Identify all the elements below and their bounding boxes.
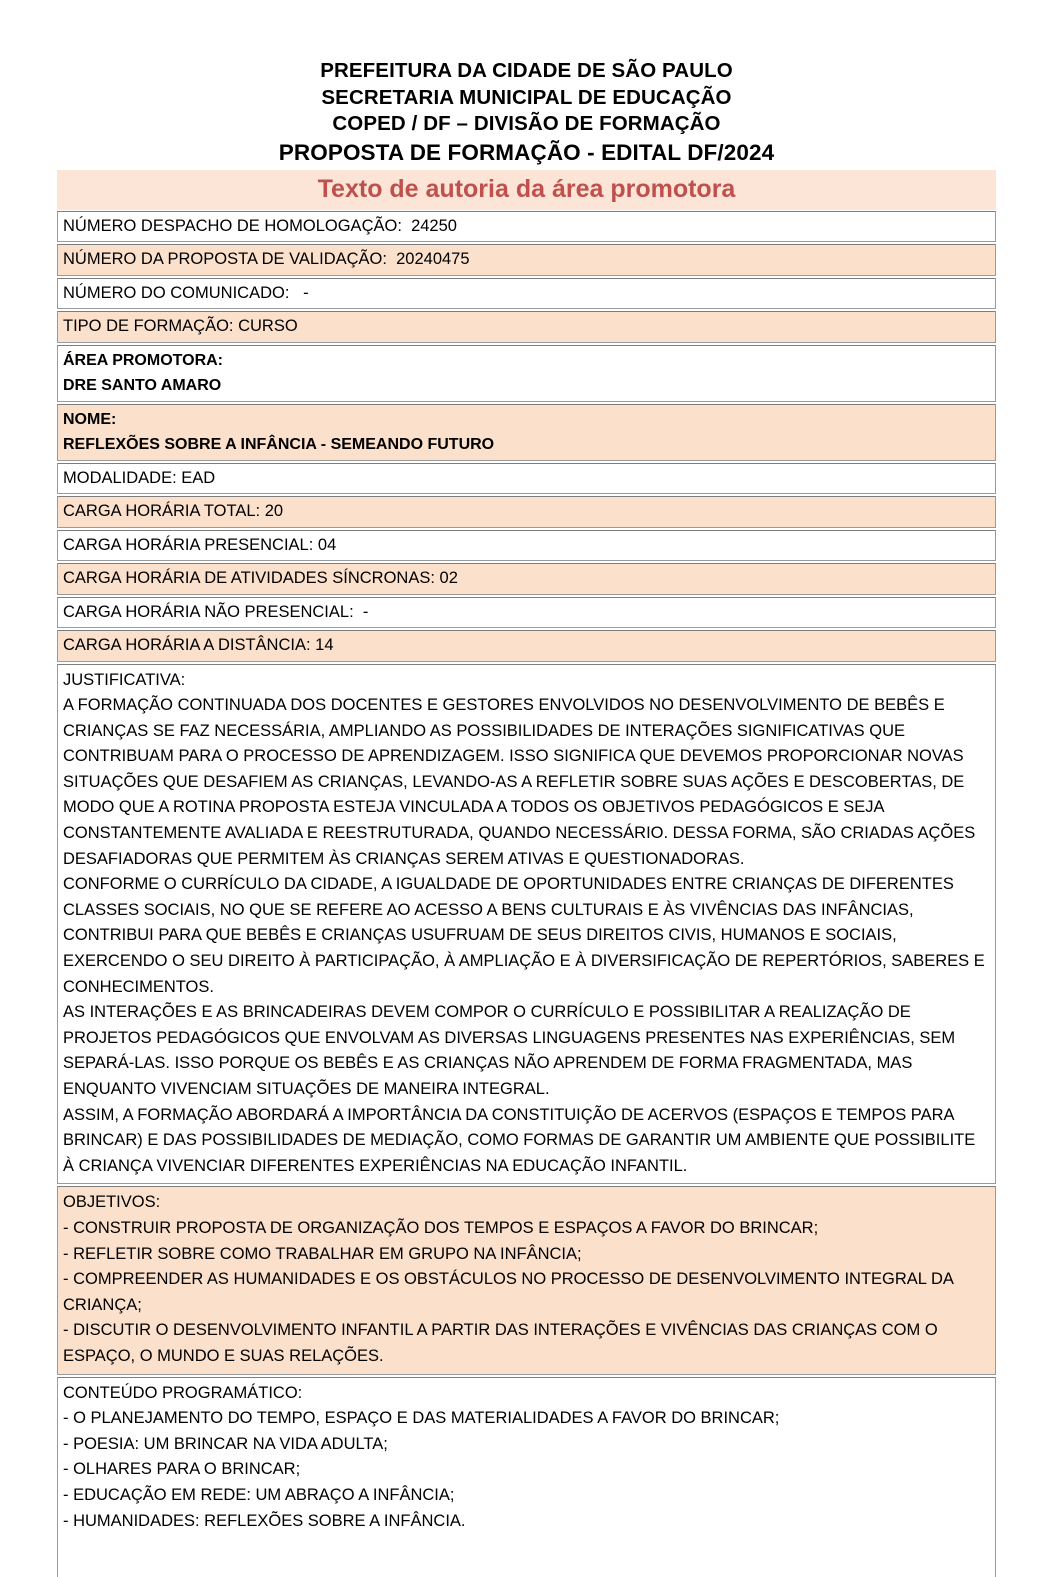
label-area-promotora: ÁREA PROMOTORA: [63,351,223,369]
objetivo-item: - CONSTRUIR PROPOSTA DE ORGANIZAÇÃO DOS TEMPOS E ESPAÇOS A FAVOR DO BRINCAR; [63,1218,819,1237]
field-carga-sincronas: CARGA HORÁRIA DE ATIVIDADES SÍNCRONAS: 02 [63,569,458,587]
row-carga-horaria-nao-presencial [57,597,996,629]
header-line-1: PREFEITURA DA CIDADE DE SÃO PAULO [320,59,733,82]
objetivo-item: - DISCUTIR O DESENVOLVIMENTO INFANTIL A PARTIR DAS INTERAÇÕES E VIVÊNCIAS DAS CRIANÇAS COM O ESPAÇO, O MUNDO E SUAS RELAÇÕES. [63,1321,938,1365]
field-carga-distancia: CARGA HORÁRIA A DISTÂNCIA: 14 [63,636,334,654]
field-carga-total: CARGA HORÁRIA TOTAL: 20 [63,502,284,520]
document-header [57,58,996,168]
field-despacho: NÚMERO DESPACHO DE HOMOLOGAÇÃO: 24250 [63,216,457,235]
row-conteudo-programatico [57,1377,996,1577]
row-tipo-formacao [57,311,996,343]
justificativa-paragraph-1: A FORMAÇÃO CONTINUADA DOS DOCENTES E GESTORES ENVOLVIDOS NO DESENVOLVIMENTO DE BEBÊS E CRIANÇAS SE FAZ NECESSÁRIA, AMPLIANDO AS POSSIBILIDADES DE INTERAÇÕES SIGNIFICATIVAS QUE CONTRIBUAM PARA O PROCESSO DE APRENDIZAGEM. ISSO SIGNIFICA QUE DEVEMOS PROPORCIONAR NOVAS SITUAÇÕES QUE DESAFIEM AS CRIANÇAS, LEVANDO-AS A REFLETIR SOBRE SUAS AÇÕES E DESCOBERTAS, DE MODO QUE A ROTINA PROPOSTA ESTEJA VINCULADA A TODOS OS OBJETIVOS PEDAGÓGICOS E SEJA CONSTANTEMENTE AVALIADA E REESTRUTURADA, QUANDO NECESSÁRIO. DESSA FORMA, SÃO CRIADAS AÇÕES DESAFIADORAS QUE PERMITEM ÀS CRIANÇAS SEREM ATIVAS E QUESTIONADORAS. [63,696,976,868]
field-carga-presencial: CARGA HORÁRIA PRESENCIAL: 04 [63,535,337,554]
conteudo-item: - O PLANEJAMENTO DO TEMPO, ESPAÇO E DAS MATERIALIDADES A FAVOR DO BRINCAR; [63,1409,780,1428]
justificativa-paragraph-2: CONFORME O CURRÍCULO DA CIDADE, A IGUALDADE DE OPORTUNIDADES ENTRE CRIANÇAS DE DIFERENTES CLASSES SOCIAIS, NO QUE SE REFERE AO ACESSO A BENS CULTURAIS E ÀS VIVÊNCIAS DAS INFÂNCIAS, CONTRIBUI PARA QUE BEBÊS E CRIANÇAS USUFRUAM DE SEUS DIREITOS CIVIS, HUMANOS E SOCIAIS, EXERCENDO O SEU DIREITO À PARTICIPAÇÃO, À AMPLIAÇÃO E À DIVERSIFICAÇÃO DE REPERTÓRIOS, SABERES E CONHECIMENTOS. [63,875,985,996]
row-numero-comunicado [57,278,996,310]
row-carga-horaria-presencial [57,530,996,562]
row-carga-horaria-distancia [57,630,996,662]
document-title: PROPOSTA DE FORMAÇÃO - EDITAL DF/2024 [278,139,775,165]
field-proposta-validacao: NÚMERO DA PROPOSTA DE VALIDAÇÃO: 20240475 [63,250,470,268]
row-numero-proposta-validacao [57,244,996,276]
value-area-promotora: DRE SANTO AMARO [63,376,222,394]
label-objetivos: OBJETIVOS: [63,1193,161,1212]
row-numero-despacho [57,211,996,243]
form-table [57,211,996,1577]
conteudo-item: - EDUCAÇÃO EM REDE: UM ABRAÇO A INFÂNCIA; [63,1485,455,1504]
row-objetivos [57,1186,996,1374]
row-carga-horaria-total [57,496,996,528]
header-line-2: SECRETARIA MUNICIPAL DE EDUCAÇÃO [321,85,732,109]
field-modalidade: MODALIDADE: EAD [63,468,216,487]
value-nome: REFLEXÕES SOBRE A INFÂNCIA - SEMEANDO FUTURO [63,435,495,453]
authorship-banner: Texto de autoria da área promotora [57,170,996,210]
row-justificativa [57,664,996,1185]
header-line-3: COPED / DF – DIVISÃO DE FORMAÇÃO [332,112,721,135]
justificativa-paragraph-3: AS INTERAÇÕES E AS BRINCADEIRAS DEVEM COMPOR O CURRÍCULO E POSSIBILITAR A REALIZAÇÃO DE PROJETOS PEDAGÓGICOS QUE ENVOLVAM AS DIVERSAS LINGUAGENS PRESENTES NAS EXPERIÊNCIAS, SEM SEPARÁ-LAS. ISSO PORQUE OS BEBÊS E AS CRIANÇAS NÃO APRENDEM DE FORMA FRAGMENTADA, MAS ENQUANTO VIVENCIAM SITUAÇÕES DE MANEIRA INTEGRAL. [63,1003,956,1098]
label-nome: NOME: [63,410,117,428]
label-conteudo-programatico: CONTEÚDO PROGRAMÁTICO: [63,1383,303,1402]
row-carga-horaria-sincronas [57,563,996,595]
objetivo-item: - REFLETIR SOBRE COMO TRABALHAR EM GRUPO NA INFÂNCIA; [63,1244,582,1263]
row-area-promotora [57,345,996,402]
conteudo-item: - POESIA: UM BRINCAR NA VIDA ADULTA; [63,1434,388,1453]
label-justificativa: JUSTIFICATIVA: [63,670,186,689]
row-modalidade [57,463,996,495]
objetivo-item: - COMPREENDER AS HUMANIDADES E OS OBSTÁCULOS NO PROCESSO DE DESENVOLVIMENTO INTEGRAL DA CRIANÇA; [63,1270,953,1314]
field-tipo-formacao: TIPO DE FORMAÇÃO: CURSO [63,317,298,335]
conteudo-item: - OLHARES PARA O BRINCAR; [63,1460,301,1479]
field-carga-nao-presencial: CARGA HORÁRIA NÃO PRESENCIAL: - [63,602,369,621]
field-comunicado: NÚMERO DO COMUNICADO: - [63,283,309,302]
conteudo-item: - HUMANIDADES: REFLEXÕES SOBRE A INFÂNCIA. [63,1511,466,1530]
row-nome [57,404,996,461]
justificativa-paragraph-4: ASSIM, A FORMAÇÃO ABORDARÁ A IMPORTÂNCIA DA CONSTITUIÇÃO DE ACERVOS (ESPAÇOS E TEMPOS PARA BRINCAR) E DAS POSSIBILIDADES DE MEDIAÇÃO, COMO FORMAS DE GARANTIR UM AMBIENTE QUE POSSIBILITE À CRIANÇA VIVENCIAR DIFERENTES EXPERIÊNCIAS NA EDUCAÇÃO INFANTIL. [63,1105,976,1175]
